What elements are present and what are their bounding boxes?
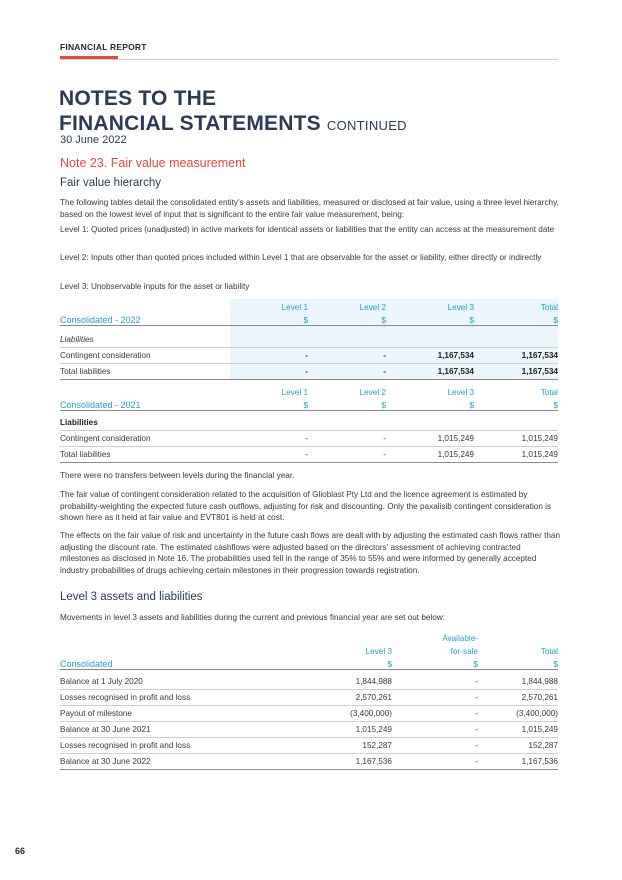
section-label-liabilities: Liabilities bbox=[60, 332, 230, 348]
cell: - bbox=[392, 674, 478, 690]
col-unit: $ bbox=[230, 312, 308, 326]
cell: - bbox=[308, 431, 386, 447]
cell: - bbox=[392, 690, 478, 706]
cell: 1,015,249 bbox=[308, 722, 392, 738]
row-label: Balance at 1 July 2020 bbox=[60, 674, 308, 690]
cell: 2,570,261 bbox=[308, 690, 392, 706]
cell: (3,400,000) bbox=[478, 706, 558, 722]
level3-paragraph: Level 3: Unobservable inputs for the asset or liability bbox=[60, 282, 250, 291]
cell: 1,167,534 bbox=[474, 363, 558, 379]
col-header: Total bbox=[540, 647, 558, 656]
cell: - bbox=[230, 431, 308, 447]
col-header: Total bbox=[540, 388, 558, 397]
cell: 1,167,534 bbox=[474, 347, 558, 363]
note-heading: Note 23. Fair value measurement bbox=[60, 156, 246, 170]
fair-value-hierarchy-heading: Fair value hierarchy bbox=[60, 177, 161, 189]
row-label: Balance at 30 June 2021 bbox=[60, 722, 308, 738]
table-row bbox=[60, 738, 558, 754]
col-header: Level 3 bbox=[365, 647, 392, 656]
level2-paragraph: Level 2: Inputs other than quoted prices included within Level 1 that are observable for the asset or liability, either directly or indirectly bbox=[60, 253, 542, 262]
cell: 1,167,534 bbox=[386, 363, 474, 379]
effects-paragraph: The effects on the fair value of risk and uncertainty in the future cash flows are dealt with by adjusting the estimated cash flows rather than adjusting the discount rate. The estimated cashflows were adjusted based on the directors' assessment of achieving contracted milestones as disclosed in Note 16. The probabilities used fell in the range of 35% to 55% and were informed by generally accepted industry probabilities of drugs achieving certain milestones in their progression towards registration. bbox=[60, 531, 561, 575]
cell: 1,015,249 bbox=[478, 722, 558, 738]
page-title-line2: FINANCIAL STATEMENTS bbox=[59, 112, 321, 135]
section-label: FINANCIAL REPORT bbox=[60, 42, 147, 52]
cell: - bbox=[308, 347, 386, 363]
level3-heading: Level 3 assets and liabilities bbox=[60, 591, 203, 603]
row-label: Losses recognised in profit and loss bbox=[60, 690, 308, 706]
table-2021 bbox=[60, 384, 558, 463]
row-label: Contingent consideration bbox=[60, 347, 230, 363]
cell: - bbox=[230, 447, 308, 463]
col-header-line1: Available- bbox=[442, 634, 478, 643]
col-header: Level 3 bbox=[386, 299, 474, 312]
cell: 1,844,988 bbox=[308, 674, 392, 690]
table-row bbox=[60, 431, 558, 447]
cell: - bbox=[308, 363, 386, 379]
cell: - bbox=[308, 447, 386, 463]
col-header: Level 1 bbox=[281, 388, 308, 397]
page-title-line1: NOTES TO THE bbox=[59, 87, 217, 110]
level3-table bbox=[60, 630, 558, 770]
cell: - bbox=[392, 738, 478, 754]
cell: - bbox=[392, 754, 478, 770]
cell: 1,167,536 bbox=[478, 754, 558, 770]
col-header: Level 2 bbox=[308, 299, 386, 312]
cell: 1,015,249 bbox=[386, 431, 474, 447]
table-row bbox=[60, 363, 558, 379]
table-2022 bbox=[60, 299, 558, 380]
table-title: Consolidated - 2021 bbox=[60, 400, 141, 410]
continued-label: CONTINUED bbox=[326, 118, 407, 133]
col-unit: $ bbox=[469, 401, 474, 410]
level1-paragraph: Level 1: Quoted prices (unadjusted) in active markets for identical assets or liabilities that the entity can access at the measurement date bbox=[60, 225, 555, 234]
col-header-line2: for-sale bbox=[450, 647, 478, 656]
row-label: Total liabilities bbox=[60, 363, 230, 379]
cell: 1,167,534 bbox=[386, 347, 474, 363]
cell: 1,844,988 bbox=[478, 674, 558, 690]
table-title: Consolidated bbox=[60, 659, 113, 669]
col-header: Level 2 bbox=[359, 388, 386, 397]
col-header: Level 3 bbox=[447, 388, 474, 397]
col-header: Level 1 bbox=[230, 299, 308, 312]
cell: 1,015,249 bbox=[386, 447, 474, 463]
col-unit: $ bbox=[303, 401, 308, 410]
row-label: Losses recognised in profit and loss bbox=[60, 738, 308, 754]
page-title bbox=[59, 86, 407, 138]
col-unit: $ bbox=[473, 660, 478, 669]
table-row bbox=[60, 706, 558, 722]
table-row bbox=[60, 447, 558, 463]
table-row bbox=[60, 722, 558, 738]
cell: 1,167,536 bbox=[308, 754, 392, 770]
cell: 152,287 bbox=[478, 738, 558, 754]
section-label-liabilities: Liabilities bbox=[60, 415, 230, 431]
row-label: Payout of milestone bbox=[60, 706, 308, 722]
cell: - bbox=[230, 347, 308, 363]
cell: (3,400,000) bbox=[308, 706, 392, 722]
col-unit: $ bbox=[381, 401, 386, 410]
table-title: Consolidated - 2022 bbox=[60, 315, 141, 325]
cell: 2,570,261 bbox=[478, 690, 558, 706]
level3-intro: Movements in level 3 assets and liabilities during the current and previous financial year are set out below: bbox=[60, 613, 446, 622]
row-label: Total liabilities bbox=[60, 447, 230, 463]
col-unit: $ bbox=[553, 660, 558, 669]
col-unit: $ bbox=[553, 401, 558, 410]
table-row bbox=[60, 690, 558, 706]
table-row bbox=[60, 754, 558, 770]
col-header: Total bbox=[474, 299, 558, 312]
cell: - bbox=[392, 722, 478, 738]
cell: 152,287 bbox=[308, 738, 392, 754]
cell: - bbox=[392, 706, 478, 722]
header-divider bbox=[60, 59, 558, 60]
report-date: 30 June 2022 bbox=[60, 134, 127, 146]
fair-value-paragraph: The fair value of contingent consideration related to the acquisition of Glioblast Pty Ltd and the licence agreement is estimated by probability-weighting the expected future cash outflows, adjusting for risk and discounting. Only the paxalisib contingent consideration is shown here as it held at fair value and EVT801 is held at cost. bbox=[60, 490, 552, 522]
transfers-paragraph: There were no transfers between levels during the financial year. bbox=[60, 471, 295, 480]
cell: 1,015,249 bbox=[474, 447, 558, 463]
cell: - bbox=[230, 363, 308, 379]
cell: 1,015,249 bbox=[474, 431, 558, 447]
table-row bbox=[60, 674, 558, 690]
table-row bbox=[60, 347, 558, 363]
page-number: 66 bbox=[15, 846, 26, 856]
col-unit: $ bbox=[387, 660, 392, 669]
col-unit: $ bbox=[474, 312, 558, 326]
intro-paragraph: The following tables detail the consolidated entity's assets and liabilities, measured or disclosed at fair value, using a three level hierarchy, based on the lowest level of input that is significant to the entire fair value measurement, being: bbox=[60, 198, 559, 219]
row-label: Balance at 30 June 2022 bbox=[60, 754, 308, 770]
row-label: Contingent consideration bbox=[60, 431, 230, 447]
col-unit: $ bbox=[386, 312, 474, 326]
col-unit: $ bbox=[308, 312, 386, 326]
